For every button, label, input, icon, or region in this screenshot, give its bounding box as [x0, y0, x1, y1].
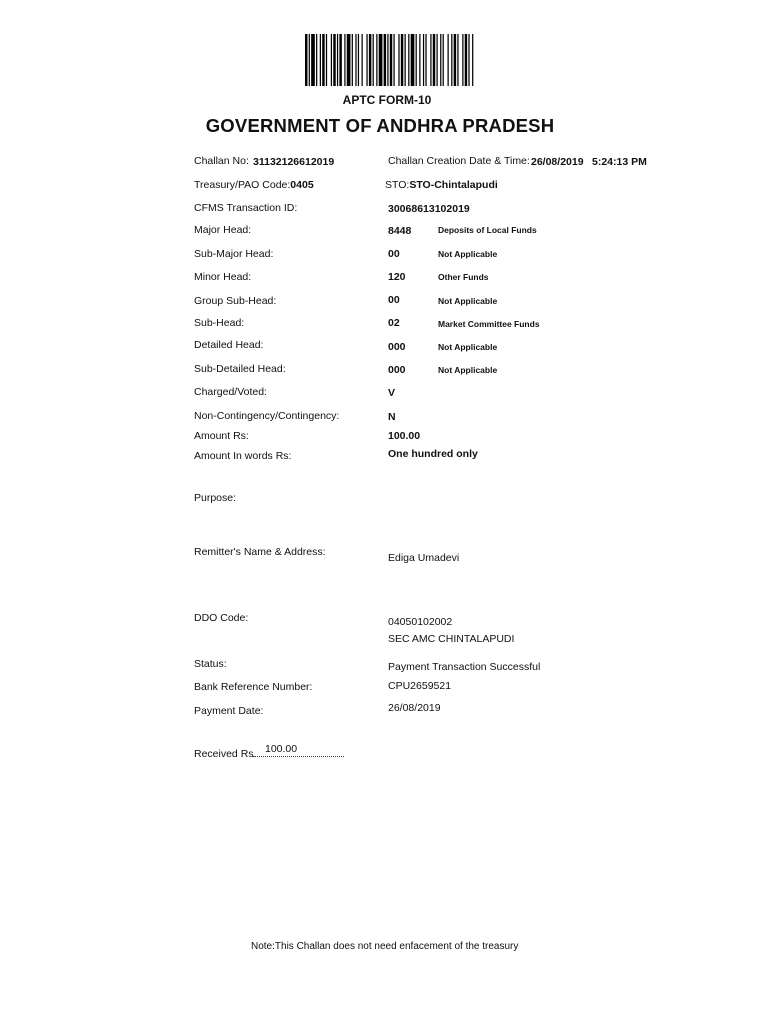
challan-date-value: 26/08/2019	[531, 156, 584, 168]
amount-value: 100.00	[388, 430, 421, 442]
sto-field	[385, 179, 498, 191]
sub-detailed-head-code: 000	[388, 364, 406, 376]
detailed-head-label: Detailed Head:	[194, 339, 264, 351]
detailed-head-code: 000	[388, 341, 406, 353]
contingency-value: N	[388, 411, 396, 423]
barcode-bar	[433, 34, 435, 86]
form-name: APTC FORM-10	[342, 93, 432, 107]
barcode	[305, 34, 477, 86]
barcode-bar	[425, 34, 426, 86]
bank-ref-value: CPU2659521	[388, 680, 452, 692]
barcode-bar	[462, 34, 463, 86]
barcode-bar	[440, 34, 441, 86]
barcode-bar	[387, 34, 388, 86]
sto-label: STO:	[385, 179, 410, 191]
barcode-bar	[369, 34, 371, 86]
ddo-name: SEC AMC CHINTALAPUDI	[388, 633, 515, 645]
barcode-bar	[352, 34, 353, 86]
ddo-code: 04050102002	[388, 616, 453, 628]
received-dotted-line	[252, 756, 344, 757]
charged-voted-value: V	[388, 387, 396, 399]
purpose-label: Purpose:	[194, 492, 237, 504]
major-head-code: 8448	[388, 225, 412, 237]
barcode-bar	[398, 34, 399, 86]
group-sub-head-label: Group Sub-Head:	[194, 295, 277, 307]
status-label: Status:	[194, 658, 227, 670]
sub-head-code: 02	[388, 317, 400, 329]
cfms-label: CFMS Transaction ID:	[194, 202, 298, 214]
government-title: GOVERNMENT OF ANDHRA PRADESH	[205, 115, 555, 136]
barcode-bar	[465, 34, 467, 86]
status-value: Payment Transaction Successful	[388, 661, 541, 673]
sub-detailed-head-label: Sub-Detailed Head:	[194, 363, 286, 375]
amount-words-label: Amount In words Rs:	[194, 450, 292, 462]
barcode-bar	[320, 34, 321, 86]
barcode-bar	[355, 34, 356, 86]
barcode-bar	[405, 34, 406, 86]
bank-ref-label: Bank Reference Number:	[194, 681, 313, 693]
barcode-bar	[311, 34, 315, 86]
barcode-bar	[347, 34, 351, 86]
cfms-value: 30068613102019	[388, 203, 470, 215]
minor-head-code: 120	[388, 271, 406, 283]
barcode-bar	[373, 34, 374, 86]
barcode-bar	[393, 34, 394, 86]
barcode-bar	[448, 34, 449, 86]
barcode-bar	[344, 34, 345, 86]
barcode-bar	[468, 34, 469, 86]
barcode-bar	[390, 34, 392, 86]
barcode-bar	[436, 34, 437, 86]
major-head-label: Major Head:	[194, 224, 252, 236]
barcode-bar	[408, 34, 409, 86]
challan-date-label: Challan Creation Date & Time:	[388, 155, 530, 167]
barcode-bar	[339, 34, 341, 86]
charged-voted-label: Charged/Voted:	[194, 386, 267, 398]
barcode-bar	[423, 34, 424, 86]
treasury-note: Note:This Challan does not need enfacement of the treasury	[251, 941, 519, 952]
barcode-bar	[419, 34, 420, 86]
barcode-bar	[337, 34, 338, 86]
payment-date-label: Payment Date:	[194, 705, 264, 717]
barcode-bar	[451, 34, 452, 86]
group-sub-head-desc: Not Applicable	[438, 296, 498, 306]
challan-no-label: Challan No:	[194, 155, 249, 167]
barcode-bar	[309, 34, 310, 86]
treasury-code-label	[194, 179, 314, 191]
amount-label: Amount Rs:	[194, 430, 249, 442]
barcode-bar	[443, 34, 444, 86]
amount-words-value: One hundred only	[388, 448, 478, 460]
ddo-label: DDO Code:	[194, 612, 249, 624]
detailed-head-desc: Not Applicable	[438, 342, 498, 352]
sub-detailed-head-desc: Not Applicable	[438, 365, 498, 375]
barcode-bar	[379, 34, 383, 86]
minor-head-label: Minor Head:	[194, 271, 252, 283]
barcode-bar	[305, 34, 307, 86]
barcode-bar	[366, 34, 367, 86]
challan-no-value: 31132126612019	[253, 156, 335, 168]
sub-major-head-desc: Not Applicable	[438, 249, 498, 259]
challan-time-value: 5:24:13 PM	[592, 156, 647, 168]
treasury-label-text: Treasury/PAO Code:	[194, 179, 291, 191]
received-label: Received Rs.	[194, 748, 257, 760]
barcode-bar	[411, 34, 415, 86]
barcode-bar	[376, 34, 377, 86]
barcode-bar	[331, 34, 332, 86]
barcode-bar	[472, 34, 473, 86]
barcode-bar	[416, 34, 417, 86]
barcode-bar	[430, 34, 431, 86]
major-head-desc: Deposits of Local Funds	[438, 225, 537, 235]
remitter-value: Ediga Umadevi	[388, 552, 460, 564]
barcode-bar	[358, 34, 359, 86]
received-value: 100.00	[265, 743, 298, 755]
barcode-bar	[457, 34, 458, 86]
sub-head-desc: Market Committee Funds	[438, 319, 540, 329]
barcode-bar	[401, 34, 403, 86]
treasury-code-value: 0405	[290, 179, 314, 191]
contingency-label: Non-Contingency/Contingency:	[194, 410, 340, 422]
sub-major-head-code: 00	[388, 248, 400, 260]
remitter-label: Remitter's Name & Address:	[194, 546, 326, 558]
barcode-bar	[384, 34, 386, 86]
barcode-bar	[316, 34, 317, 86]
barcode-bar	[362, 34, 363, 86]
sub-major-head-label: Sub-Major Head:	[194, 248, 274, 260]
minor-head-desc: Other Funds	[438, 272, 489, 282]
barcode-bar	[322, 34, 324, 86]
barcode-bar	[333, 34, 335, 86]
group-sub-head-code: 00	[388, 294, 400, 306]
sub-head-label: Sub-Head:	[194, 317, 245, 329]
barcode-bar	[454, 34, 456, 86]
barcode-bar	[326, 34, 327, 86]
payment-date-value: 26/08/2019	[388, 702, 441, 714]
sto-value: STO-Chintalapudi	[409, 179, 498, 191]
